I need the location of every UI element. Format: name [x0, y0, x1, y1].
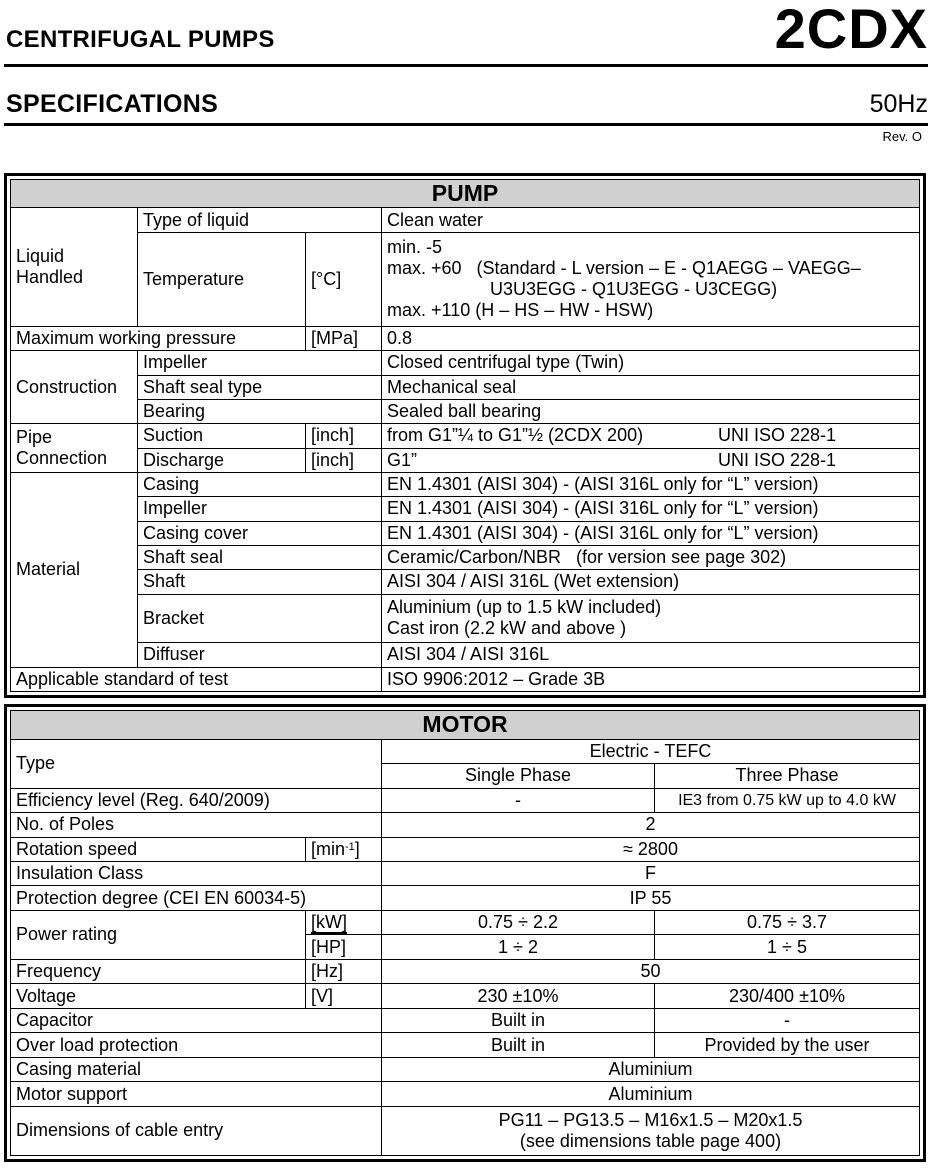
suction-size: from G1”¼ to G1”½ (2CDX 200)	[387, 425, 644, 446]
cable-entry-value	[382, 1106, 920, 1155]
suction-value	[382, 424, 920, 448]
impeller-label: Impeller	[138, 351, 382, 375]
protection-label: Protection degree (CEI EN 60034-5)	[11, 886, 382, 910]
section-title: SPECIFICATIONS	[6, 90, 219, 118]
rotation-value: ≈ 2800	[382, 837, 920, 861]
overload-three: Provided by the user	[655, 1033, 920, 1057]
poles-value: 2	[382, 813, 920, 837]
discharge-size: G1”	[387, 449, 418, 470]
shaft-seal-value: Ceramic/Carbon/NBR (for version see page 302)	[382, 545, 920, 569]
motor-support-label: Motor support	[11, 1082, 382, 1106]
revision-label: Rev. O	[882, 129, 922, 144]
suction-unit: [inch]	[306, 424, 382, 448]
bearing-value: Sealed ball bearing	[382, 399, 920, 423]
casing-material-value: Aluminium	[382, 1057, 920, 1081]
power-single-hp: 1 ÷ 2	[382, 935, 655, 959]
frequency-unit: [Hz]	[306, 959, 382, 983]
frequency-label: 50Hz	[869, 90, 928, 118]
bracket-value-cast-iron: Cast iron (2.2 kW and above )	[387, 618, 627, 639]
three-phase-header: Three Phase	[655, 764, 920, 788]
discharge-unit: [inch]	[306, 448, 382, 472]
max-pressure-label: Maximum working pressure	[11, 326, 306, 350]
material-group: Material	[11, 472, 138, 667]
type-label: Type	[11, 739, 382, 788]
bracket-label: Bracket	[138, 594, 382, 643]
pump-table-frame	[4, 173, 926, 698]
insulation-label: Insulation Class	[11, 861, 382, 885]
voltage-unit: [V]	[306, 984, 382, 1008]
construction-group: Construction	[11, 351, 138, 424]
voltage-three: 230/400 ±10%	[655, 984, 920, 1008]
insulation-value: F	[382, 861, 920, 885]
test-standard-label: Applicable standard of test	[11, 667, 382, 691]
discharge-value	[382, 448, 920, 472]
impeller-value: Closed centrifugal type (Twin)	[382, 351, 920, 375]
shaft-value: AISI 304 / AISI 316L (Wet extension)	[382, 570, 920, 594]
section-rule	[4, 123, 928, 126]
efficiency-single: -	[382, 788, 655, 812]
discharge-label: Discharge	[138, 448, 306, 472]
capacitor-single: Built in	[382, 1008, 655, 1032]
frequency-value: 50	[382, 959, 920, 983]
motor-support-value: Aluminium	[382, 1082, 920, 1106]
discharge-standard: UNI ISO 228-1	[717, 449, 836, 470]
material-impeller-value: EN 1.4301 (AISI 304) - (AISI 316L only for “L” version)	[382, 497, 920, 521]
temperature-label: Temperature	[138, 232, 306, 326]
type-of-liquid-value: Clean water	[382, 208, 920, 232]
cable-entry-note: (see dimensions table page 400)	[519, 1130, 782, 1151]
temperature-max-standard-cont: U3U3EGG - Q1U3EGG - U3CEGG)	[490, 279, 778, 300]
shaft-seal-label: Shaft seal	[138, 545, 382, 569]
suction-standard: UNI ISO 228-1	[717, 425, 836, 446]
capacitor-three: -	[655, 1008, 920, 1032]
motor-spec-table	[10, 710, 920, 1156]
power-three-kw: 0.75 ÷ 3.7	[655, 910, 920, 934]
voltage-label: Voltage	[11, 984, 306, 1008]
frequency-row-label: Frequency	[11, 959, 306, 983]
shaft-seal-type-label: Shaft seal type	[138, 375, 382, 399]
overload-label: Over load protection	[11, 1033, 382, 1057]
diffuser-value: AISI 304 / AISI 316L	[382, 643, 920, 667]
liquid-handled-group: Liquid Handled	[11, 208, 138, 327]
casing-label: Casing	[138, 472, 382, 496]
shaft-label: Shaft	[138, 570, 382, 594]
power-unit-kw: [kW]	[306, 910, 382, 934]
casing-cover-label: Casing cover	[138, 521, 382, 545]
motor-table-frame	[4, 704, 926, 1162]
motor-table-title: MOTOR	[11, 711, 920, 740]
model-title: 2CDX	[774, 0, 928, 60]
efficiency-three: IE3 from 0.75 kW up to 4.0 kW	[655, 788, 920, 812]
efficiency-label: Efficiency level (Reg. 640/2009)	[11, 788, 382, 812]
casing-material-label: Casing material	[11, 1057, 382, 1081]
test-standard-value: ISO 9906:2012 – Grade 3B	[382, 667, 920, 691]
header-rule	[4, 64, 928, 67]
voltage-single: 230 ±10%	[382, 984, 655, 1008]
type-value: Electric - TEFC	[382, 739, 920, 763]
bracket-value-aluminium: Aluminium (up to 1.5 kW included)	[387, 597, 662, 618]
poles-label: No. of Poles	[11, 813, 382, 837]
power-label: Power rating	[11, 910, 306, 959]
suction-label: Suction	[138, 424, 306, 448]
power-unit-hp: [HP]	[306, 935, 382, 959]
casing-value: EN 1.4301 (AISI 304) - (AISI 316L only for “L” version)	[382, 472, 920, 496]
single-phase-header: Single Phase	[382, 764, 655, 788]
temperature-max-standard: max. +60 (Standard - L version – E - Q1AEGG – VAEGG–	[387, 258, 861, 279]
temperature-unit: [°C]	[306, 232, 382, 326]
power-single-kw: 0.75 ÷ 2.2	[382, 910, 655, 934]
temperature-value	[382, 232, 920, 326]
pump-spec-table	[10, 179, 920, 692]
temperature-max-hot: max. +110 (H – HS – HW - HSW)	[387, 300, 654, 321]
rotation-label: Rotation speed	[11, 837, 306, 861]
bearing-label: Bearing	[138, 399, 382, 423]
power-three-hp: 1 ÷ 5	[655, 935, 920, 959]
protection-value: IP 55	[382, 886, 920, 910]
rotation-unit: $[\min^{-1}]$	[306, 837, 382, 861]
casing-cover-value: EN 1.4301 (AISI 304) - (AISI 316L only for “L” version)	[382, 521, 920, 545]
category-title: CENTRIFUGAL PUMPS	[6, 26, 275, 53]
capacitor-label: Capacitor	[11, 1008, 382, 1032]
pump-table-title: PUMP	[11, 180, 920, 208]
temperature-min: min. -5	[387, 237, 443, 258]
type-of-liquid-label: Type of liquid	[138, 208, 382, 232]
cable-entry-label: Dimensions of cable entry	[11, 1106, 382, 1155]
shaft-seal-type-value: Mechanical seal	[382, 375, 920, 399]
cable-entry-sizes: PG11 – PG13.5 – M16x1.5 – M20x1.5	[498, 1109, 803, 1130]
overload-single: Built in	[382, 1033, 655, 1057]
material-impeller-label: Impeller	[138, 497, 382, 521]
max-pressure-unit: [MPa]	[306, 326, 382, 350]
max-pressure-value: 0.8	[382, 326, 920, 350]
diffuser-label: Diffuser	[138, 643, 382, 667]
bracket-value	[382, 594, 920, 643]
pipe-connection-group: Pipe Connection	[11, 424, 138, 473]
